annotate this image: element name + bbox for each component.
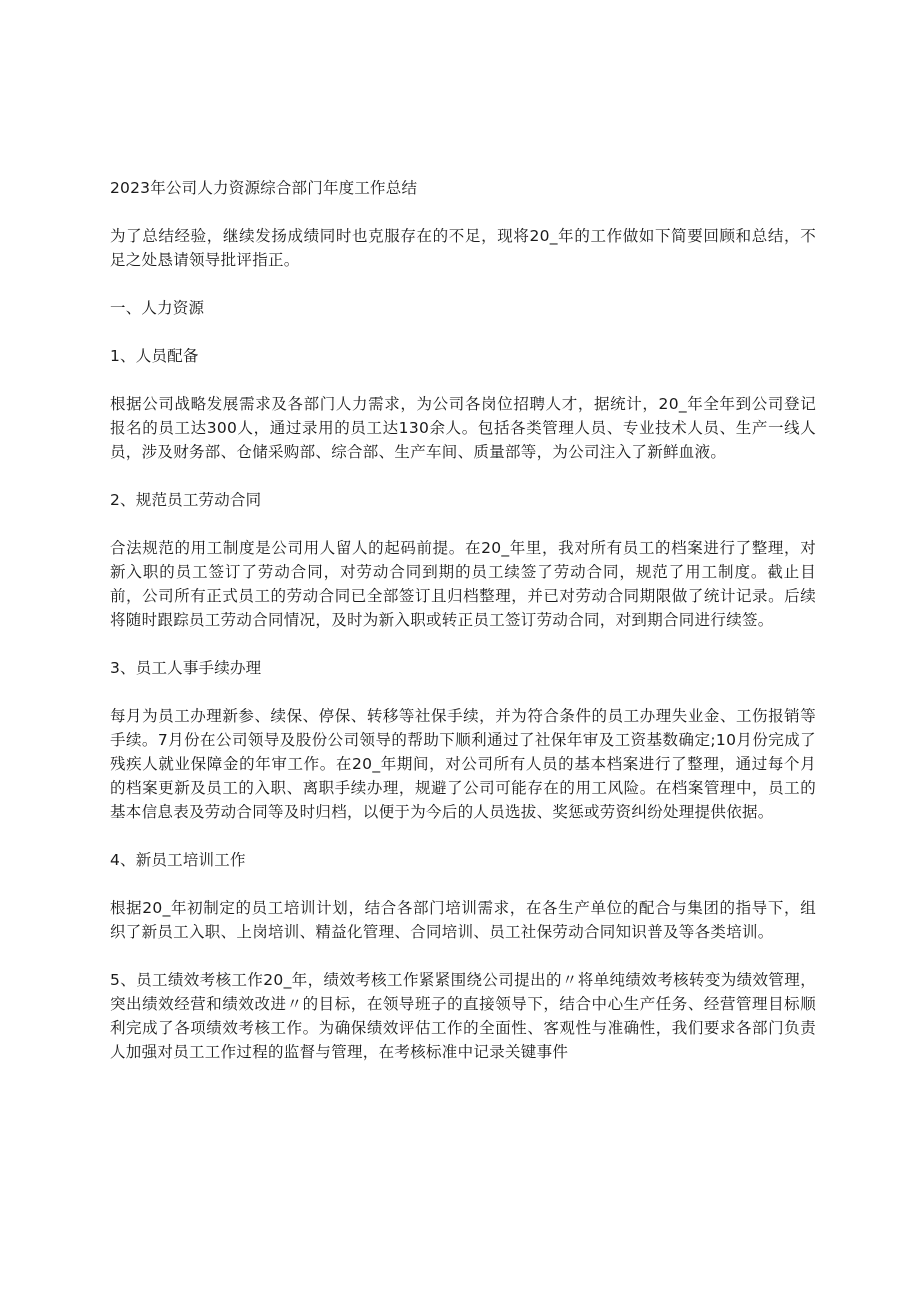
document-title: 2023年公司人力资源综合部门年度工作总结 (110, 179, 418, 197)
contracts-paragraph: 合法规范的用工制度是公司用人留人的起码前提。在20_年里，我对所有员工的档案进行了整理，对新入职的员工签订了劳动合同，对劳动合同到期的员工续签了劳动合同，规范了用工制度。截止目前，公司所有正式员工的劳动合同已全部签订且归档整理，并已对劳动合同期限做了统计记录。后续将随时跟踪员工劳动合同情况，及时为新入职或转正员工签订劳动合同，对到期合同进行续签。 (110, 539, 816, 629)
procedures-paragraph: 每月为员工办理新参、续保、停保、转移等社保手续，并为符合条件的员工办理失业金、工伤报销等手续。7月份在公司领导及股份公司领导的帮助下顺利通过了社保年审及工资基数确定;10月份完成了残疾人就业保障金的年审工作。在20_年期间，对公司所有人员的基本档案进行了整理，通过每个月的档案更新及员工的入职、离职手续办理，规避了公司可能存在的用工风险。在档案管理中，员工的基本信息表及劳动合同等及时归档，以便于为今后的人员选拔、奖惩或劳资纠纷处理提供依据。 (110, 707, 816, 821)
item-heading-staffing: 1、人员配备 (110, 347, 199, 365)
item-heading-procedures: 3、员工人事手续办理 (110, 659, 262, 677)
item-heading-contracts: 2、规范员工劳动合同 (110, 491, 262, 509)
intro-paragraph: 为了总结经验，继续发扬成绩同时也克服存在的不足，现将20_年的工作做如下简要回顾和总结，不足之处恳请领导批评指正。 (110, 227, 816, 269)
performance-paragraph: 5、员工绩效考核工作20_年，绩效考核工作紧紧围绕公司提出的〃将单纯绩效考核转变为绩效管理，突出绩效经营和绩效改进〃的目标，在领导班子的直接领导下，结合中心生产任务、经营管理目标顺利完成了各项绩效考核工作。为确保绩效评估工作的全面性、客观性与准确性，我们要求各部门负责人加强对员工工作过程的监督与管理，在考核标准中记录关键事件 (110, 971, 816, 1061)
training-paragraph: 根据20_年初制定的员工培训计划，结合各部门培训需求，在各生产单位的配合与集团的指导下，组织了新员工入职、上岗培训、精益化管理、合同培训、员工社保劳动合同知识普及等各类培训。 (110, 899, 816, 941)
item-heading-training: 4、新员工培训工作 (110, 851, 246, 869)
staffing-paragraph: 根据公司战略发展需求及各部门人力需求，为公司各岗位招聘人才，据统计，20_年全年到公司登记报名的员工达300人，通过录用的员工达130余人。包括各类管理人员、专业技术人员、生产一线人员，涉及财务部、仓储采购部、综合部、生产车间、质量部等，为公司注入了新鲜血液。 (110, 395, 816, 461)
section-heading-hr: 一、人力资源 (110, 299, 205, 317)
document-page (110, 176, 816, 1088)
